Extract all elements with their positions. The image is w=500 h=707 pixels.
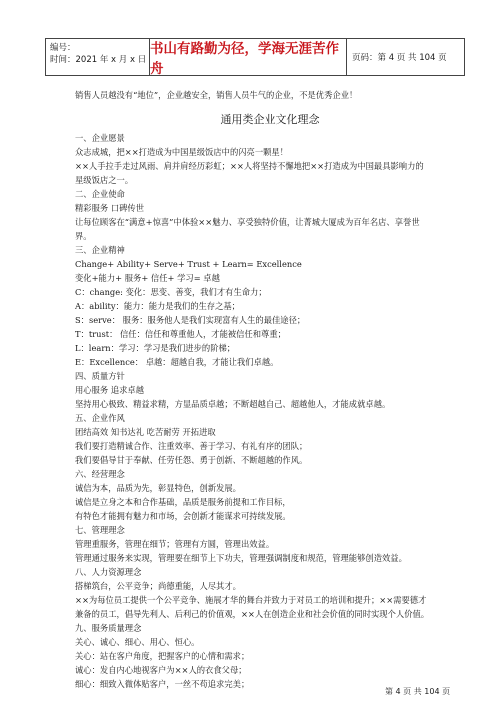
text-line: 细心：细致入微体贴客户，一丝不苟追求完美； [75,679,250,689]
document-body [75,88,465,691]
text-line: 兼备的员工，倡导先利人、后利己的价值观，××人在创造企业和社会价值的同时实现个人价值。 [75,609,430,619]
text-line: 六、经营理念 [75,469,125,479]
text-line: S：serve： 服务：服务他人是我们实现富有人生的最佳途径； [75,315,306,325]
document-number: 编号： [50,43,76,53]
document-date: 时间：2021 年 x 月 x 日 [50,55,147,65]
text-line: 坚持用心极致、精益求精，方显品质卓越；不断超越自己、超越他人，才能成就卓越。 [75,399,391,409]
header-motto: 书山有路勤为径，学海无涯苦作舟 [150,39,347,75]
text-line: 搭梯筑台，公平竞争；尚德重能，人尽其才。 [75,581,241,591]
header-page-number: 页码：第 4 页 共 104 页 [352,53,447,63]
text-line: 星级饭店之一。 [75,175,134,185]
text-line: 九、服务质量理念 [75,623,142,633]
text-line: 精彩服务 口碑传世 [75,203,145,213]
text-line: 众志成城，把××打造成为中国星级饭店中的闪亮一颗星！ [75,147,289,157]
text-line: 五、企业作风 [75,413,125,423]
header-info [46,39,150,75]
text-line: 我们要倡导甘于奉献、任劳任怨、勇于创新、不断超越的作风。 [75,455,308,465]
text-line: ××为每位员工提供一个公平竞争、施展才华的舞台并致力于对员工的培训和提升；××需要德才 [75,595,427,605]
page-header [45,38,465,76]
text-line: 界。 [75,231,92,241]
text-line: 七、管理理念 [75,525,125,535]
document-title: 通用类企业文化理念 [220,113,320,126]
text-line: 诚信是立身之本和合作基础，品质是服务前提和工作目标， [75,497,291,507]
text-line: 关心、诚心、细心、用心、恒心。 [75,637,200,647]
page-footer: 第 4 页 共 104 页 [385,687,451,696]
text-line: A：ability：能力：能力是我们的生存之基； [75,301,240,311]
text-line: 一、企业愿景 [75,133,125,143]
text-line: 管理通过服务来实现，管理要在细节上下功夫，管理强调制度和规范，管理能够创造效益。 [75,553,407,563]
text-line: 变化+能力+ 服务+ 信任+ 学习= 卓越 [75,273,220,283]
text-line: Change+ Ability+ Serve+ Trust + Learn= Excellence [75,259,302,269]
text-line: 八、人力资源理念 [75,567,142,577]
text-line: C：change: 变化：思变、善变，我们才有生命力； [75,287,267,297]
text-line: ××人手拉手走过风雨、肩并肩经历彩虹；××人将坚持不懈地把××打造成为中国最具影响力的 [75,161,424,171]
text-line: 让每位顾客在“满意+惊喜”中体验××魅力、享受独特价值，让菁城大厦成为百年名店、享誉世 [75,217,420,227]
text-line: 诚心：发自内心地视客户为××人的衣食父母； [75,665,247,675]
text-line: T：trust： 信任：信任和尊重他人，才能被信任和尊重； [75,329,286,339]
text-line: 三、企业精神 [75,245,125,255]
text-line: 有特色才能拥有魅力和市场，会创新才能谋求可持续发展。 [75,511,291,521]
text-line: E：Excellence： 卓越：超越自我，才能让我们卓越。 [75,357,279,367]
text-line: 四、质量方针 [75,371,125,381]
text-line: 我们要打造精诚合作、注重效率、善于学习、有礼有序的团队； [75,441,308,451]
text-line: 诚信为本，品质为先，彰显特色，创新发展。 [75,483,241,493]
text-line: 管理重服务，管理在细节；管理有方圆，管理出效益。 [75,539,275,549]
text-line: 关心：站在客户角度，把握客户的心情和需求； [75,651,250,661]
text-line: 团结高效 知书达礼 吃苦耐劳 开拓进取 [75,427,216,437]
text-line: L：learn：学习：学习是我们进步的阶梯； [75,343,236,353]
text-line: 二、企业使命 [75,189,125,199]
text-line: 用心服务 追求卓越 [75,385,145,395]
text-line: 销售人员越没有“地位”，企业越安全，销售人员牛气的企业，不是优秀企业！ [75,90,358,100]
